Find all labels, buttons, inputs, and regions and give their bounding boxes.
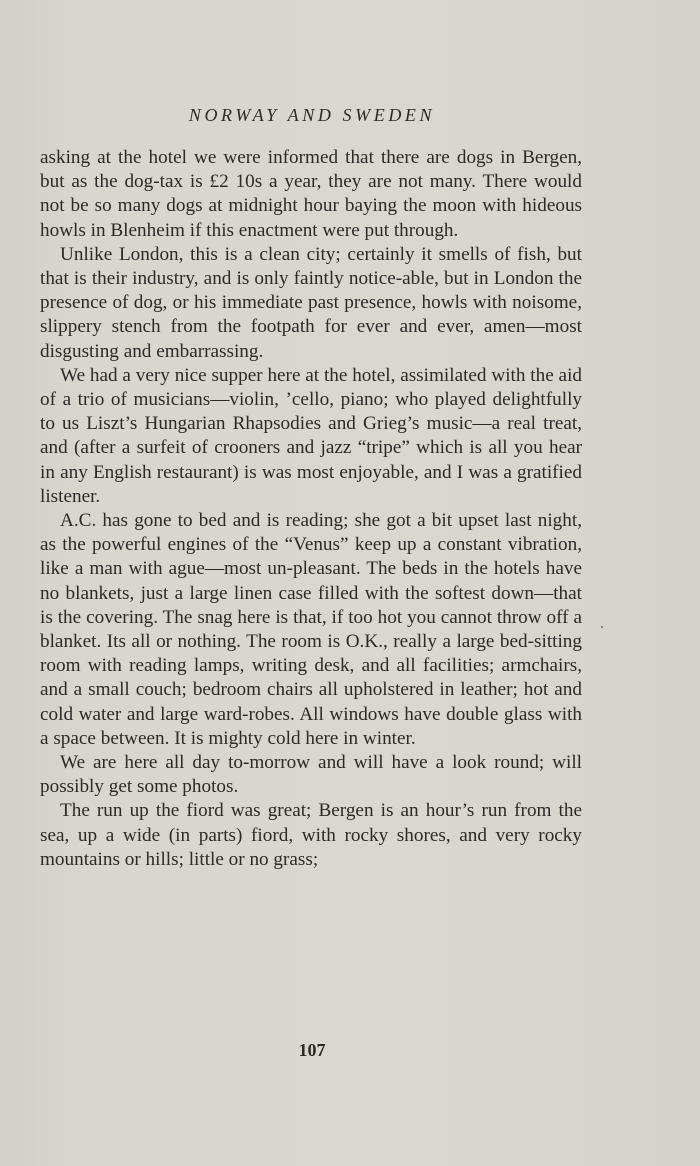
page-number: 107 [298,1040,326,1060]
paragraph: We are here all day to-morrow and will have a look round; will possibly get some photos. [40,752,582,798]
body-text [40,146,582,872]
paragraph: The run up the fiord was great; Bergen is an hour’s run from the sea, up a wide (in parts) fiord, with rocky shores, and very rocky mountains or hills; little or no grass; [40,800,582,870]
paper-speck [601,626,603,628]
paragraph: We had a very nice supper here at the hotel, assimilated with the aid of a trio of musicians—violin, ’cello, piano; who played delightfully to us Liszt’s Hungarian Rhapsodies and Grieg’s music—a real treat, and (after a surfeit of crooners and jazz “tripe” which is all you hear in any English restaurant) is was most enjoyable, and I was a gratified listener. [40,364,582,507]
paragraph: asking at the hotel we were informed that there are dogs in Bergen, but as the dog-tax is £2 10s a year, they are not many. There would not be so many dogs at midnight hour baying the moon with hideous howls in Blenheim if this enactment were put through. [40,147,582,241]
paragraph: Unlike London, this is a clean city; certainly it smells of fish, but that is their industry, and is only faintly notice-able, but in London the presence of dog, or his immediate past presence, howls with noisome, slippery stench from the footpath for ever and ever, amen—most disgusting and embarrassing. [40,243,582,362]
paragraph: A.C. has gone to bed and is reading; she got a bit upset last night, as the powerful engines of the “Venus” keep up a constant vibration, like a man with ague—most un-pleasant. The beds in the hotels have no blankets, just a large linen case filled with the softest down—that is the covering. The snag here is that, if too hot you cannot throw off a blanket. Its all or nothing. The room is O.K., really a large bed-sitting room with reading lamps, writing desk, and all facilities; armchairs, and a small couch; bedroom chairs all upholstered in leather; hot and cold water and large ward-robes. All windows have double glass with a space between. It is mighty cold here in winter. [40,510,582,749]
running-head: NORWAY AND SWEDEN [188,105,436,125]
